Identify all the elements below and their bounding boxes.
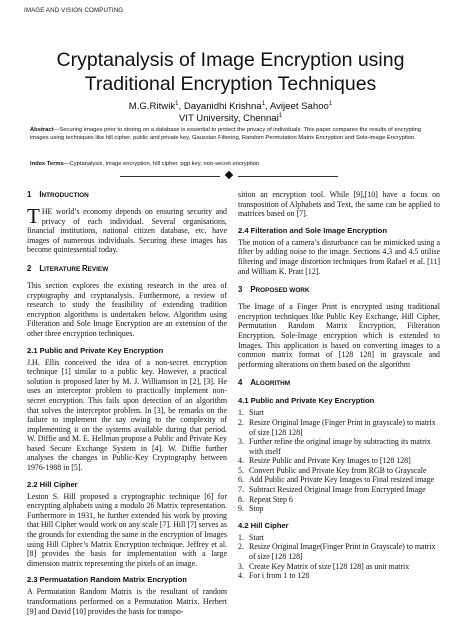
- list-item: 4. Resize Public and Private Key Images to [128 128]: [238, 456, 411, 466]
- abstract-text: —Securing images prior to storing on a database is essential to protect the privacy of individuals. This paper compares the results of encrypting images using techniques like hill cipher, public and private key, Gaussian Filtering, Random Permutation Matrix Encryption and Sole-image Encryption.: [30, 127, 422, 142]
- section-heading-literature-review: 2 LITERATURE REVIEW: [27, 263, 109, 273]
- proposed-work-text: The Image of a Finger Print is encrypted using traditional encryption techniques like Public Key Exchange, Hill Cipher, Permutation Random Matrix Encryption, Filteration Encryption, Sole-Image encryption which is extended to Images. This application is based on converting images to a common matrix format of [128 128] in grayscale and performing alterations on them based on the algorithm: [238, 302, 440, 369]
- index-terms-label: Index Terms: [30, 161, 64, 167]
- divider-left: [120, 176, 220, 177]
- right-column: [238, 190, 440, 581]
- author-name: Avijeet Sahoo: [269, 101, 329, 112]
- list-item: 5. Convert Public and Private Key from RGB to Grayscale: [238, 465, 427, 475]
- divider-right: [238, 176, 338, 177]
- left-column: [27, 190, 227, 616]
- section-heading-algorithm: 4 ALGORITHM: [238, 378, 291, 388]
- list-item: 1. Start: [238, 408, 264, 418]
- list-item: 3. Further refine the original image by subtracting its matrix with itself: [238, 437, 431, 456]
- author-name: Dayanidhi Krishna: [183, 101, 262, 112]
- algorithm-4-2-steps: [238, 533, 440, 581]
- subsection-2-4-text: The motion of a camera’s disturbance can be mimicked using a filter by adding noise to the image. Sections 4.3 and 4.5 utilise filtering and image distortion techniques from Rafael et al. [11] and William K. Pratt [12].: [238, 237, 440, 276]
- intro-paragraph: [27, 204, 227, 255]
- author-list: [0, 101, 461, 113]
- subsection-2-1-text: J.H. Ellis conceived the idea of a non-secret encryption technique [1] similar to a public key. However, a practical solution is proposed later by M. J. Williamson in [2], [3]. He uses an interceptor problem to practically implement non-secret encryption. This fails upon detection of an algorithm that solves the interceptor problem. In [3], he remarks on the failure to implement the say owing to the complexity of implementing it on the systems available during that period. W. Diffie and M. E. Hellman propose a Public and Private Key based Secure Exchange System in [4]. W. Diffie further analyses the changes in Public-Key Cryptography between 1976-1988 in [5].: [27, 357, 227, 473]
- list-item: 6. Add Public and Private Key Images to Final resized image: [238, 475, 435, 485]
- drop-cap: T: [27, 204, 40, 228]
- title-line-1: Cryptanalysis of Image Encryption using: [56, 49, 405, 71]
- subsection-2-2-text: Leston S. Hill proposed a cryptographic technique [6] for encrypting alphabets using a modulo 26 Matrix representation. Furthermore in 1931, he further extended his work by proving that Hill Cipher would work on any scale [7]. Hill [7] serves as the grounds for extending the same in the encryption of Images using Hill Cipher’s Matrix Encryption technique. Jeffrey et al. [8] provides the basis for implementation with a large dimension matrix representing the pixels of an image.: [27, 491, 227, 568]
- list-item: 4. For i from 1 to 128: [238, 571, 310, 581]
- list-item: 8. Repeat Step 6: [238, 494, 293, 504]
- subsection-heading-2-2: 2.2 Hill Cipher: [27, 479, 78, 489]
- intro-text: HE world’s economy depends on ensuring security and privacy of each individual. Several organisations, financial institutions, national citizen database, etc. have images of numerous individuals. Securing these images has become quintessential today.: [27, 207, 227, 255]
- subsection-2-3-text: A Permutation Random Matrix is the resultant of random transformations performed on a Permutation Matrix. Herbert [9] and David [10] provides the basis for transpo-: [27, 587, 227, 616]
- affiliation: [0, 113, 461, 125]
- affiliation-mark: 1: [278, 113, 283, 119]
- literature-review-text: This section explores the existing research in the area of cryptography and cryptanalysis. Furthermore, a review of research to study the feasibility of extending tradition encryption algorithms is undertaken below. Algorithm using Filteration and Sole Image Encryption are an extension of the other three encryption techniques.: [27, 280, 227, 338]
- list-item: 1. Start: [238, 532, 264, 542]
- abstract-label: Abstract: [30, 127, 54, 133]
- subsection-heading-2-3: 2.3 Permuatation Random Matrix Encryption: [27, 575, 187, 585]
- subsection-2-3-continued: sition an encryption tool. While [9],[10] have a focus on transposition of Alphabets and Text, the same can be applied to matrices based on [7].: [238, 190, 440, 219]
- author-affil-mark: 1: [175, 101, 179, 107]
- section-heading-introduction: 1 INTRODUCTION: [27, 190, 89, 199]
- index-terms-text: —Cyptanalysis, image encryption, hill cipher, pgp key, non-secret encryption: [63, 161, 260, 167]
- diamond-ornament-icon: [225, 171, 233, 179]
- abstract: [30, 126, 432, 143]
- journal-header: IMAGE AND VISION COMPUTING: [24, 7, 124, 14]
- author-affil-mark: 1: [328, 101, 333, 107]
- list-item: 9. Stop: [238, 504, 264, 514]
- author-name: M.G.Ritwik: [128, 101, 176, 112]
- algorithm-4-1-steps: [238, 408, 440, 514]
- subsection-heading-4-2: 4.2 Hill Cipher: [238, 520, 289, 530]
- author-sep: ,: [178, 101, 184, 112]
- section-heading-proposed-work: 3 PROPOSED WORK: [238, 285, 310, 295]
- title-line-2: Traditional Encryption Techniques: [84, 73, 377, 95]
- subsection-heading-2-1: 2.1 Public and Private Key Encryption: [27, 345, 164, 355]
- paper-title: [0, 48, 461, 96]
- subsection-heading-2-4: 2.4 Filteration and Sole Image Encryption: [238, 225, 387, 235]
- author-sep: ,: [265, 101, 270, 112]
- affiliation-name: VIT University, Chennai: [178, 113, 279, 124]
- list-item: 2. Resize Original Image(Finger Print in Grayscale) to matrix of size [128 128]: [238, 542, 436, 562]
- author-affil-mark: 1: [261, 101, 266, 107]
- index-terms: [30, 160, 432, 168]
- list-item: 3. Create Key Matrix of size [128 128] as unit matrix: [238, 561, 410, 571]
- list-item: 2. Resize Original Image (Finger Print in grayscale) to matrix of size [128 128]: [238, 417, 436, 437]
- list-item: 7. Subtract Resized Original Image from Encrypted Image: [238, 485, 426, 495]
- subsection-heading-4-1: 4.1 Public and Private Key Encryption: [238, 396, 375, 406]
